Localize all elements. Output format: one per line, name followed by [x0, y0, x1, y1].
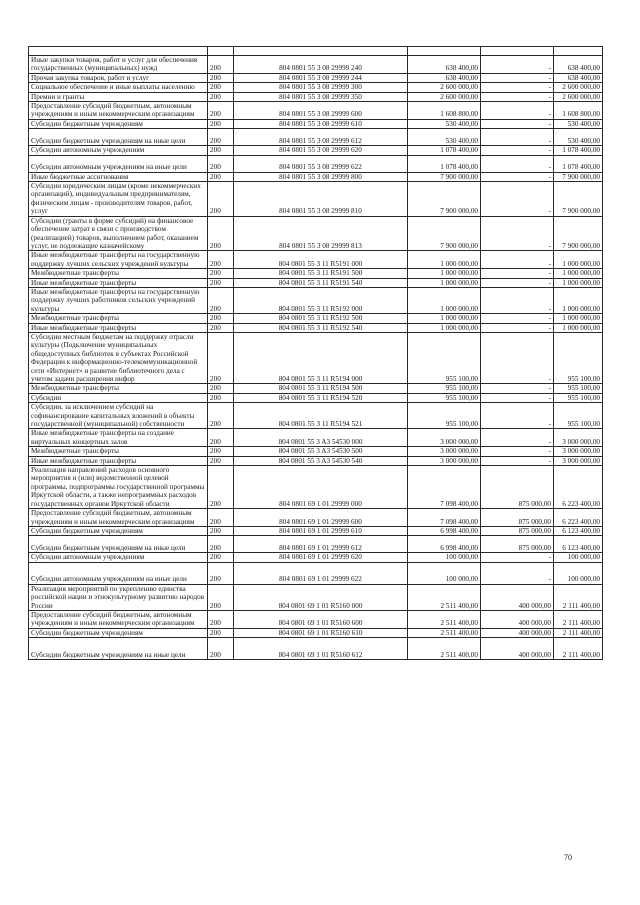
row-amount-result: 1 000 000,00	[554, 269, 603, 278]
table-row	[29, 628, 603, 637]
row-amount-total: 955 100,00	[408, 393, 481, 402]
row-code: 200	[208, 323, 234, 332]
row-amount-total: 6 998 400,00	[408, 526, 481, 535]
row-amount-result: 100 000,00	[554, 553, 603, 562]
row-kbk: 804 0801 69 1 01 29999 620	[234, 553, 408, 562]
row-amount-total: 100 000,00	[408, 562, 481, 584]
row-kbk: 804 0801 55 3 08 29999 610	[234, 119, 408, 128]
row-name: Субсидии автономным учреждениям на иные цели	[29, 562, 208, 584]
table-row	[29, 384, 603, 393]
row-code: 200	[208, 553, 234, 562]
row-amount-change: 400 000,00	[481, 628, 554, 637]
row-amount-result: 2 600 000,00	[554, 83, 603, 92]
row-code: 200	[208, 92, 234, 101]
row-kbk: 804 0801 55 3 A3 54530 540	[234, 456, 408, 465]
row-amount-result: 2 111 400,00	[554, 610, 603, 628]
row-amount-total: 3 000 000,00	[408, 456, 481, 465]
row-kbk: 804 0801 69 1 01 R5160 000	[234, 584, 408, 610]
row-amount-total: 530 400,00	[408, 129, 481, 146]
row-name: Иные межбюджетные трансферты на государственную поддержку лучших работников сельских учреждений культуры	[29, 287, 208, 313]
row-amount-total: 7 900 000,00	[408, 216, 481, 251]
table-row	[29, 429, 603, 447]
row-amount-result: 7 900 000,00	[554, 182, 603, 217]
row-code: 200	[208, 384, 234, 393]
row-kbk: 804 0801 69 1 01 29999 000	[234, 466, 408, 509]
table-row	[29, 146, 603, 155]
row-kbk: 804 0801 55 3 08 29999 244	[234, 73, 408, 82]
budget-table-body	[29, 47, 603, 660]
table-row	[29, 456, 603, 465]
row-name: Субсидии бюджетным учреждениям	[29, 526, 208, 535]
row-amount-change: -	[481, 403, 554, 429]
row-code: 200	[208, 562, 234, 584]
row-kbk: 804 0801 69 1 01 R5160 612	[234, 638, 408, 660]
row-amount-change: -	[481, 155, 554, 172]
row-code: 200	[208, 216, 234, 251]
row-amount-total: 1 000 000,00	[408, 314, 481, 323]
row-amount-change: -	[481, 287, 554, 313]
row-name: Иные бюджетные ассигнования	[29, 172, 208, 181]
row-amount-total: 3 000 000,00	[408, 447, 481, 456]
row-name: Субсидии местным бюджетам на поддержку отрасли культуры (Подключение муниципальных общедоступных библиотек в субъектах Российской Федерации к информационно-телекоммуникационной сети «Интернет» и развитие библиотечного дела с учетом задачи расширения инфор	[29, 332, 208, 383]
row-kbk: 804 0801 69 1 01 R5160 610	[234, 628, 408, 637]
row-amount-change: -	[481, 92, 554, 101]
row-amount-change: -	[481, 146, 554, 155]
row-amount-change: -	[481, 323, 554, 332]
row-amount-total: 100 000,00	[408, 553, 481, 562]
row-amount-total: 1 000 000,00	[408, 269, 481, 278]
row-amount-total: 2 511 400,00	[408, 638, 481, 660]
row-amount-change: -	[481, 251, 554, 269]
row-kbk: 804 0801 55 3 08 29999 350	[234, 92, 408, 101]
table-row	[29, 553, 603, 562]
row-amount-change: -	[481, 129, 554, 146]
row-name: Реализация мероприятий по укреплению единства российской нации и этнокультурному развитию народов России	[29, 584, 208, 610]
row-code: 200	[208, 182, 234, 217]
row-amount-change: -	[481, 269, 554, 278]
row-amount-change: -	[481, 562, 554, 584]
row-code: 200	[208, 456, 234, 465]
row-amount-result: 1 608 800,00	[554, 102, 603, 120]
row-name: Субсидии бюджетным учреждениям на иные цели	[29, 129, 208, 146]
table-row	[29, 447, 603, 456]
row-amount-result: 7 900 000,00	[554, 172, 603, 181]
table-row	[29, 269, 603, 278]
table-row	[29, 536, 603, 553]
table-row	[29, 403, 603, 429]
row-code: 200	[208, 251, 234, 269]
row-amount-total: 2 600 000,00	[408, 92, 481, 101]
row-name: Субсидии бюджетным учреждениям на иные цели	[29, 638, 208, 660]
row-name: Предоставление субсидий бюджетным, автономным учреждениям и иным некоммерческим организациям	[29, 102, 208, 120]
row-amount-total: 1 000 000,00	[408, 251, 481, 269]
row-amount-change: -	[481, 216, 554, 251]
row-amount-result: 6 223 400,00	[554, 509, 603, 527]
row-kbk: 804 0801 55 3 11 R5192 540	[234, 323, 408, 332]
row-amount-change: -	[481, 384, 554, 393]
row-amount-change: 400 000,00	[481, 584, 554, 610]
row-amount-total: 2 511 400,00	[408, 628, 481, 637]
table-row	[29, 287, 603, 313]
row-amount-change: -	[481, 429, 554, 447]
row-amount-result: 6 123 400,00	[554, 526, 603, 535]
row-amount-total: 955 100,00	[408, 332, 481, 383]
row-amount-result: 2 600 000,00	[554, 92, 603, 101]
row-name: Субсидии, за исключением субсидий на софинансирование капитальных вложений в объекты государственной (муниципальной) собственности	[29, 403, 208, 429]
row-name: Субсидии автономным учреждениям	[29, 146, 208, 155]
table-row	[29, 251, 603, 269]
row-amount-change: 875 000,00	[481, 466, 554, 509]
row-kbk: 804 0801 69 1 01 29999 612	[234, 536, 408, 553]
page-number: 70	[564, 853, 572, 862]
row-amount-total: 7 900 000,00	[408, 182, 481, 217]
row-name: Субсидии (гранты в форме субсидий) на финансовое обеспечение затрат в связи с производством (реализацией) товаров, выполнением работ, оказанием услуг, не подлежащие казначейскому	[29, 216, 208, 251]
row-amount-total: 2 600 000,00	[408, 83, 481, 92]
row-amount-total: 955 100,00	[408, 384, 481, 393]
table-row	[29, 638, 603, 660]
row-amount-total: 1 000 000,00	[408, 323, 481, 332]
row-name: Межбюджетные трансферты	[29, 384, 208, 393]
row-name: Субсидии юридическим лицам (кроме некоммерческих организаций), индивидуальным предпринимателям, физическим лицам - производителям товаров, работ, услуг	[29, 182, 208, 217]
table-row	[29, 314, 603, 323]
row-amount-change: -	[481, 182, 554, 217]
row-amount-total: 7 098 400,00	[408, 509, 481, 527]
row-amount-change: -	[481, 447, 554, 456]
row-amount-change: -	[481, 314, 554, 323]
row-amount-change: 875 000,00	[481, 526, 554, 535]
row-amount-change: -	[481, 83, 554, 92]
row-kbk: 804 0801 55 3 11 R5191 540	[234, 278, 408, 287]
row-amount-result: 1 000 000,00	[554, 278, 603, 287]
row-code: 200	[208, 102, 234, 120]
row-amount-result: 638 400,00	[554, 73, 603, 82]
row-kbk: 804 0801 55 3 11 R5191 500	[234, 269, 408, 278]
row-amount-change: -	[481, 332, 554, 383]
row-code: 200	[208, 278, 234, 287]
row-amount-change: 400 000,00	[481, 610, 554, 628]
row-kbk: 804 0801 69 1 01 29999 610	[234, 526, 408, 535]
table-row	[29, 102, 603, 120]
row-amount-result: 955 100,00	[554, 332, 603, 383]
table-row	[29, 332, 603, 383]
row-name: Субсидии бюджетным учреждениям	[29, 628, 208, 637]
table-row	[29, 323, 603, 332]
row-code: 200	[208, 628, 234, 637]
row-amount-change: 875 000,00	[481, 536, 554, 553]
row-amount-result: 1 000 000,00	[554, 314, 603, 323]
row-kbk: 804 0801 69 1 01 R5160 600	[234, 610, 408, 628]
row-code: 200	[208, 429, 234, 447]
row-code: 200	[208, 287, 234, 313]
row-name: Иные межбюджетные трансферты	[29, 323, 208, 332]
row-name: Субсидии автономным учреждениям	[29, 553, 208, 562]
row-code: 200	[208, 172, 234, 181]
row-kbk: 804 0801 69 1 01 29999 622	[234, 562, 408, 584]
row-code: 200	[208, 610, 234, 628]
row-code: 200	[208, 332, 234, 383]
row-amount-result: 3 000 000,00	[554, 447, 603, 456]
row-code: 200	[208, 56, 234, 74]
row-amount-result: 955 100,00	[554, 384, 603, 393]
table-row	[29, 509, 603, 527]
budget-table-sheet	[28, 46, 602, 660]
table-row	[29, 466, 603, 509]
table-row	[29, 155, 603, 172]
row-amount-result: 1 000 000,00	[554, 287, 603, 313]
row-amount-total: 955 100,00	[408, 403, 481, 429]
row-kbk: 804 0801 55 3 11 R5192 000	[234, 287, 408, 313]
table-row	[29, 119, 603, 128]
table-row	[29, 56, 603, 74]
row-name: Субсидии бюджетным учреждениям на иные цели	[29, 536, 208, 553]
row-kbk: 804 0801 55 3 08 29999 810	[234, 182, 408, 217]
row-amount-result: 3 000 000,00	[554, 429, 603, 447]
row-amount-result: 7 900 000,00	[554, 216, 603, 251]
row-kbk: 804 0801 55 3 11 R5194 500	[234, 384, 408, 393]
row-amount-result: 6 123 400,00	[554, 536, 603, 553]
row-code: 200	[208, 146, 234, 155]
row-amount-change: 400 000,00	[481, 638, 554, 660]
row-kbk: 804 0801 55 3 08 29999 612	[234, 129, 408, 146]
row-name: Иные межбюджетные трансферты	[29, 278, 208, 287]
row-kbk: 804 0801 55 3 11 R5194 520	[234, 393, 408, 402]
row-name: Социальное обеспечение и иные выплаты населению	[29, 83, 208, 92]
row-amount-total: 1 078 400,00	[408, 155, 481, 172]
row-amount-result: 6 223 400,00	[554, 466, 603, 509]
row-amount-total: 7 098 400,00	[408, 466, 481, 509]
row-amount-total: 1 000 000,00	[408, 287, 481, 313]
table-header-stub	[29, 47, 603, 56]
row-code: 200	[208, 526, 234, 535]
row-amount-total: 3 000 000,00	[408, 429, 481, 447]
row-amount-change: -	[481, 553, 554, 562]
row-amount-change: -	[481, 278, 554, 287]
row-kbk: 804 0801 69 1 01 29999 600	[234, 509, 408, 527]
row-code: 200	[208, 466, 234, 509]
table-row	[29, 83, 603, 92]
row-code: 200	[208, 73, 234, 82]
row-amount-change: -	[481, 102, 554, 120]
row-code: 200	[208, 129, 234, 146]
row-code: 200	[208, 638, 234, 660]
row-amount-total: 7 900 000,00	[408, 172, 481, 181]
row-name: Иные межбюджетные трансферты	[29, 456, 208, 465]
row-amount-total: 6 998 400,00	[408, 536, 481, 553]
table-row	[29, 129, 603, 146]
row-name: Реализация направлений расходов основного мероприятия и (или) ведомственной целевой программы, подпрограммы государственной программы Иркутской области, а также непрограммных расходов государственных органов Иркутской области	[29, 466, 208, 509]
row-kbk: 804 0801 55 3 A3 54530 500	[234, 447, 408, 456]
table-row	[29, 172, 603, 181]
row-name: Предоставление субсидий бюджетным, автономным учреждениям и иным некоммерческим организациям	[29, 509, 208, 527]
row-amount-change: -	[481, 172, 554, 181]
row-amount-result: 955 100,00	[554, 393, 603, 402]
row-amount-result: 1 078 400,00	[554, 146, 603, 155]
row-amount-total: 638 400,00	[408, 73, 481, 82]
budget-table	[28, 46, 603, 660]
row-code: 200	[208, 155, 234, 172]
row-amount-change: -	[481, 73, 554, 82]
row-amount-result: 2 111 400,00	[554, 628, 603, 637]
row-amount-total: 1 078 400,00	[408, 146, 481, 155]
row-kbk: 804 0801 55 3 08 29999 813	[234, 216, 408, 251]
row-amount-total: 1 000 000,00	[408, 278, 481, 287]
row-amount-result: 1 078 400,00	[554, 155, 603, 172]
row-amount-result: 100 000,00	[554, 562, 603, 584]
row-amount-result: 2 111 400,00	[554, 638, 603, 660]
row-amount-change: -	[481, 393, 554, 402]
row-kbk: 804 0801 55 3 11 R5192 500	[234, 314, 408, 323]
table-row	[29, 393, 603, 402]
row-name: Предоставление субсидий бюджетным, автономным учреждениям и иным некоммерческим организациям	[29, 610, 208, 628]
row-amount-total: 1 608 800,00	[408, 102, 481, 120]
row-amount-result: 530 400,00	[554, 129, 603, 146]
row-kbk: 804 0801 55 3 08 29999 240	[234, 56, 408, 74]
row-amount-result: 530 400,00	[554, 119, 603, 128]
row-code: 200	[208, 584, 234, 610]
row-amount-total: 2 511 400,00	[408, 610, 481, 628]
row-amount-total: 638 400,00	[408, 56, 481, 74]
table-row	[29, 92, 603, 101]
table-row	[29, 216, 603, 251]
row-code: 200	[208, 447, 234, 456]
row-amount-change: -	[481, 56, 554, 74]
table-row	[29, 73, 603, 82]
row-code: 200	[208, 314, 234, 323]
row-name: Прочая закупка товаров, работ и услуг	[29, 73, 208, 82]
row-amount-result: 1 000 000,00	[554, 251, 603, 269]
row-name: Межбюджетные трансферты	[29, 269, 208, 278]
row-kbk: 804 0801 55 3 11 R5191 000	[234, 251, 408, 269]
row-kbk: 804 0801 55 3 08 29999 800	[234, 172, 408, 181]
row-name: Иные закупки товаров, работ и услуг для обеспечения государственных (муниципальных) нужд	[29, 56, 208, 74]
row-amount-change: -	[481, 119, 554, 128]
row-name: Премии и гранты	[29, 92, 208, 101]
row-kbk: 804 0801 55 3 08 29999 622	[234, 155, 408, 172]
row-kbk: 804 0801 55 3 08 29999 600	[234, 102, 408, 120]
row-name: Межбюджетные трансферты	[29, 314, 208, 323]
row-amount-result: 3 000 000,00	[554, 456, 603, 465]
row-amount-result: 638 400,00	[554, 56, 603, 74]
table-row	[29, 182, 603, 217]
row-code: 200	[208, 119, 234, 128]
table-row	[29, 584, 603, 610]
row-amount-result: 2 111 400,00	[554, 584, 603, 610]
row-name: Субсидии автономным учреждениям на иные цели	[29, 155, 208, 172]
row-code: 200	[208, 509, 234, 527]
table-row	[29, 278, 603, 287]
table-row	[29, 526, 603, 535]
row-amount-change: -	[481, 456, 554, 465]
table-row	[29, 610, 603, 628]
row-kbk: 804 0801 55 3 11 R5194 000	[234, 332, 408, 383]
row-kbk: 804 0801 55 3 08 29999 620	[234, 146, 408, 155]
row-code: 200	[208, 83, 234, 92]
row-name: Иные межбюджетные трансферты на государственную поддержку лучших сельских учреждений культуры	[29, 251, 208, 269]
table-row	[29, 562, 603, 584]
row-code: 200	[208, 393, 234, 402]
row-name: Иные межбюджетные трансферты на создание виртуальных концертных залов	[29, 429, 208, 447]
row-kbk: 804 0801 55 3 08 29999 300	[234, 83, 408, 92]
row-code: 200	[208, 536, 234, 553]
row-amount-total: 2 511 400,00	[408, 584, 481, 610]
row-name: Субсидии	[29, 393, 208, 402]
row-amount-total: 530 400,00	[408, 119, 481, 128]
row-name: Межбюджетные трансферты	[29, 447, 208, 456]
row-kbk: 804 0801 55 3 A3 54530 000	[234, 429, 408, 447]
row-amount-change: 875 000,00	[481, 509, 554, 527]
row-code: 200	[208, 269, 234, 278]
row-kbk: 804 0801 55 3 11 R5194 521	[234, 403, 408, 429]
row-name: Субсидии бюджетным учреждениям	[29, 119, 208, 128]
row-amount-result: 1 000 000,00	[554, 323, 603, 332]
row-code: 200	[208, 403, 234, 429]
row-amount-result: 955 100,00	[554, 403, 603, 429]
